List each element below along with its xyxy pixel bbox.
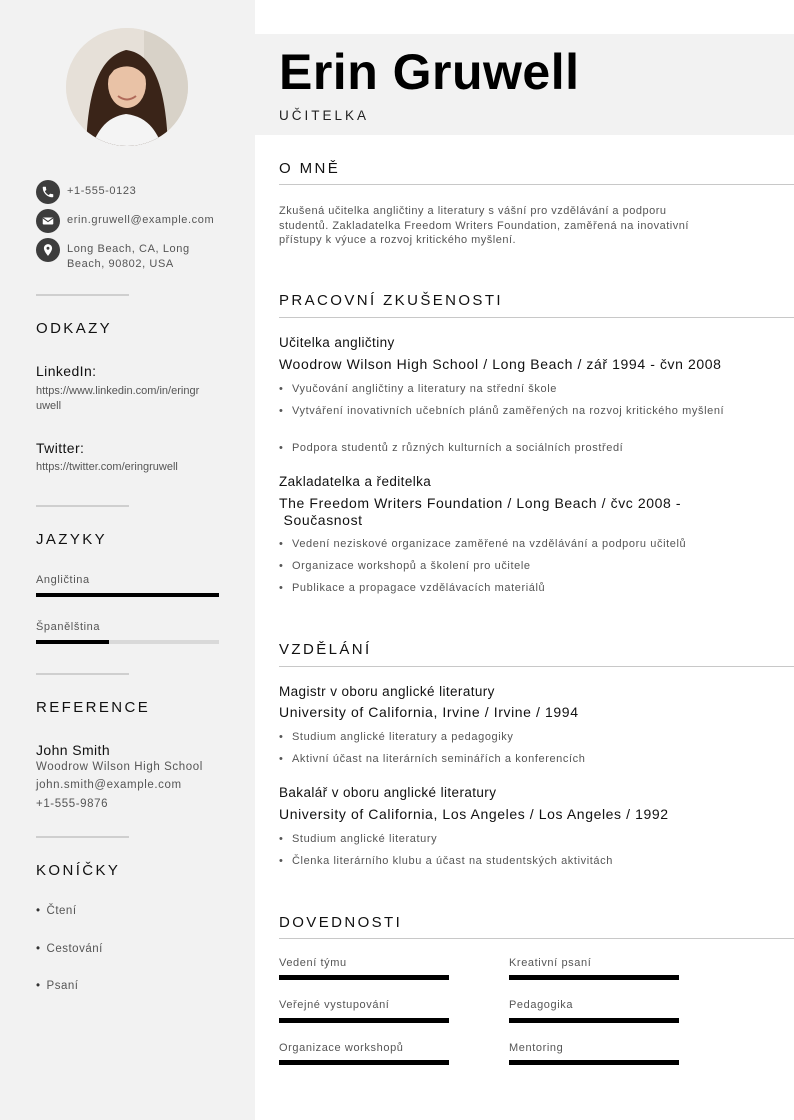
reference-company: Woodrow Wilson High School xyxy=(36,761,203,773)
address-line-2: Beach, 90802, USA xyxy=(67,258,174,270)
skills-heading: DOVEDNOSTI xyxy=(279,914,403,931)
skill-name: Organizace workshopů xyxy=(279,1042,404,1054)
linkedin-url[interactable] xyxy=(36,384,222,414)
degree-title: Bakalář v oboru anglické literatury xyxy=(279,785,497,800)
job-subtitle xyxy=(279,495,759,529)
linkedin-label: LinkedIn: xyxy=(36,363,97,379)
job-bullet: • Organizace workshopů a školení pro učitele xyxy=(279,559,749,574)
job-role: UČITELKA xyxy=(279,108,370,123)
school-name: University of California, Los Angeles / Los Angeles / 1992 xyxy=(279,806,669,822)
reference-phone[interactable]: +1-555-9876 xyxy=(36,798,109,810)
language-name: Angličtina xyxy=(36,574,90,586)
job-title: Učitelka angličtiny xyxy=(279,335,395,350)
job-subtitle-line-1: The Freedom Writers Foundation / Long Beach / čvc 2008 - xyxy=(279,495,682,511)
skill-name: Mentoring xyxy=(509,1042,564,1054)
job-title: Zakladatelka a ředitelka xyxy=(279,474,432,489)
languages-heading: JAZYKY xyxy=(36,531,108,548)
skill-level-bar xyxy=(279,1018,449,1023)
skill-name: Kreativní psaní xyxy=(509,957,592,969)
address-line-1: Long Beach, CA, Long xyxy=(67,243,190,255)
phone-text: +1-555-0123 xyxy=(67,185,137,197)
reference-heading: REFERENCE xyxy=(36,699,151,716)
linkedin-url-line-2: uwell xyxy=(36,400,62,412)
skill-name: Pedagogika xyxy=(509,999,574,1011)
section-rule xyxy=(279,666,794,667)
skill-level-bar xyxy=(509,1060,679,1065)
hobby-item: • Psaní xyxy=(36,980,78,992)
section-rule xyxy=(279,184,794,185)
twitter-url[interactable]: https://twitter.com/eringruwell xyxy=(36,461,178,473)
contact-address xyxy=(36,238,236,272)
location-pin-icon xyxy=(36,238,60,262)
links-heading: ODKAZY xyxy=(36,320,113,337)
mail-icon xyxy=(36,209,60,233)
reference-name: John Smith xyxy=(36,742,111,758)
language-level-bar xyxy=(36,593,219,597)
twitter-label: Twitter: xyxy=(36,440,85,456)
skill-name: Veřejné vystupování xyxy=(279,999,390,1011)
language-name: Španělština xyxy=(36,621,101,633)
contact-email[interactable] xyxy=(36,209,236,233)
job-bullet: • Vyučování angličtiny a literatury na střední škole xyxy=(279,382,749,397)
divider xyxy=(36,505,129,507)
about-heading: O MNĚ xyxy=(279,160,341,177)
section-rule xyxy=(279,317,794,318)
hobby-item: • Čtení xyxy=(36,905,77,917)
language-level-bar xyxy=(36,640,219,644)
contact-phone[interactable] xyxy=(36,180,236,204)
skill-level-bar xyxy=(509,975,679,980)
address-text xyxy=(67,238,190,272)
hobbies-heading: KONÍČKY xyxy=(36,862,121,879)
experience-heading: PRACOVNÍ ZKUŠENOSTI xyxy=(279,292,503,309)
job-bullet: • Vedení neziskové organizace zaměřené na vzdělávání a podporu učitelů xyxy=(279,537,749,552)
email-text: erin.gruwell@example.com xyxy=(67,214,215,226)
education-bullet: • Studium anglické literatury xyxy=(279,832,749,847)
job-bullet: • Vytváření inovativních učebních plánů zaměřených na rozvoj kritického myšlení xyxy=(279,404,729,419)
skill-level-bar xyxy=(509,1018,679,1023)
reference-email[interactable]: john.smith@example.com xyxy=(36,779,182,791)
divider xyxy=(36,836,129,838)
job-subtitle-line-2: Současnost xyxy=(283,512,363,528)
about-text xyxy=(279,204,759,248)
phone-icon xyxy=(36,180,60,204)
divider xyxy=(36,294,129,296)
school-name: University of California, Irvine / Irvine / 1994 xyxy=(279,704,579,720)
skill-level-bar xyxy=(279,975,449,980)
full-name: Erin Gruwell xyxy=(279,44,580,100)
job-subtitle: Woodrow Wilson High School / Long Beach / zář 1994 - čvn 2008 xyxy=(279,356,722,372)
profile-photo xyxy=(66,28,188,146)
linkedin-url-line-1: https://www.linkedin.com/in/eringr xyxy=(36,385,200,397)
education-heading: VZDĚLÁNÍ xyxy=(279,641,372,658)
skill-level-bar xyxy=(279,1060,449,1065)
job-bullet: • Podpora studentů z různých kulturních a sociálních prostředí xyxy=(279,441,749,456)
hobby-item: • Cestování xyxy=(36,943,103,955)
section-rule xyxy=(279,938,794,939)
degree-title: Magistr v oboru anglické literatury xyxy=(279,684,495,699)
about-line-1: Zkušená učitelka angličtiny a literatury s vášní pro vzdělávání a podporu xyxy=(279,205,667,217)
divider xyxy=(36,673,129,675)
job-bullet: • Publikace a propagace vzdělávacích materiálů xyxy=(279,581,749,596)
education-bullet: • Studium anglické literatury a pedagogiky xyxy=(279,730,749,745)
skill-name: Vedení týmu xyxy=(279,957,347,969)
education-bullet: • Aktivní účast na literárních seminářích a konferencích xyxy=(279,752,749,767)
education-bullet: • Členka literárního klubu a účast na studentských aktivitách xyxy=(279,854,749,869)
about-line-3: přístupy k výuce a rozvoj kritického myšlení. xyxy=(279,234,517,246)
about-line-2: studentů. Zakladatelka Freedom Writers Foundation, zaměřená na inovativní xyxy=(279,219,689,232)
